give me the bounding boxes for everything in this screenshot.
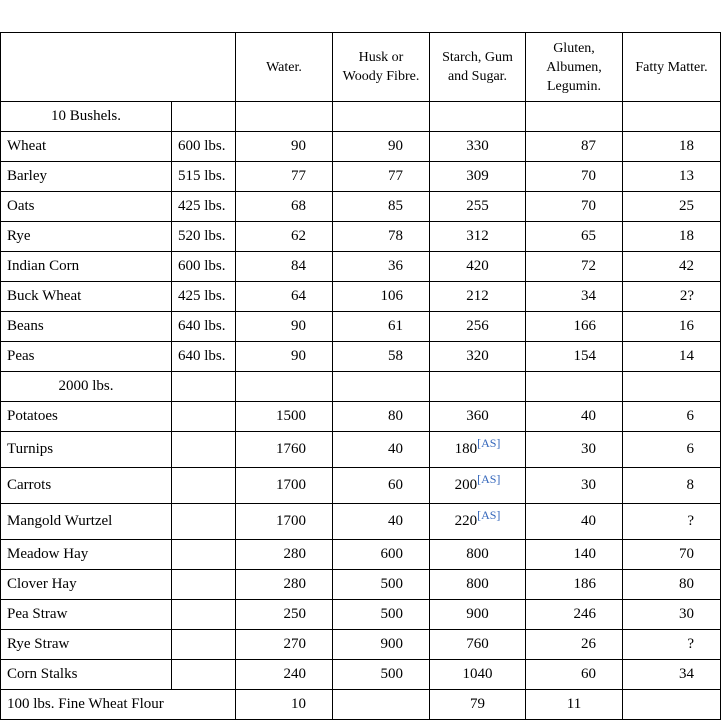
section-empty-cell — [623, 372, 721, 402]
table-row — [1, 540, 721, 570]
section-label: 10 Bushels. — [1, 102, 172, 132]
section-row — [1, 102, 721, 132]
fatty-value: 42 — [623, 252, 721, 282]
water-value: 10 — [236, 690, 333, 720]
table-row — [1, 660, 721, 690]
gluten-value: 70 — [526, 162, 623, 192]
food-weight: 600 lbs. — [172, 132, 236, 162]
food-name: Pea Straw — [1, 600, 172, 630]
gluten-value: 11 — [526, 690, 623, 720]
food-name: Oats — [1, 192, 172, 222]
table-row — [1, 192, 721, 222]
section-empty-cell — [430, 372, 526, 402]
husk-value: 36 — [333, 252, 430, 282]
food-name: 100 lbs. Fine Wheat Flour — [1, 690, 236, 720]
gluten-value: 26 — [526, 630, 623, 660]
starch-value: 320 — [430, 342, 526, 372]
gluten-value: 246 — [526, 600, 623, 630]
fatty-value: 18 — [623, 132, 721, 162]
section-empty-cell — [430, 102, 526, 132]
section-empty-cell — [172, 372, 236, 402]
section-empty-cell — [236, 102, 333, 132]
food-name: Carrots — [1, 468, 172, 504]
food-name: Wheat — [1, 132, 172, 162]
table-row — [1, 312, 721, 342]
food-weight-empty — [172, 504, 236, 540]
table-row — [1, 342, 721, 372]
water-value: 240 — [236, 660, 333, 690]
table-row — [1, 402, 721, 432]
fatty-value: 14 — [623, 342, 721, 372]
starch-number: 220 — [454, 513, 478, 529]
food-weight-empty — [172, 540, 236, 570]
water-value: 62 — [236, 222, 333, 252]
fatty-value: ? — [623, 504, 721, 540]
food-weight-empty — [172, 468, 236, 504]
food-name: Corn Stalks — [1, 660, 172, 690]
husk-value: 90 — [333, 132, 430, 162]
table-row — [1, 630, 721, 660]
husk-value: 900 — [333, 630, 430, 660]
starch-value — [430, 600, 526, 630]
section-row — [1, 372, 721, 402]
footnote-link[interactable]: [AS] — [477, 436, 501, 450]
section-empty-cell — [623, 102, 721, 132]
starch-number: 1040 — [462, 666, 493, 682]
water-value: 280 — [236, 540, 333, 570]
starch-value — [430, 432, 526, 468]
food-weight-empty — [172, 570, 236, 600]
gluten-value: 34 — [526, 282, 623, 312]
fatty-value: 18 — [623, 222, 721, 252]
gluten-value: 65 — [526, 222, 623, 252]
fatty-value: 2? — [623, 282, 721, 312]
fatty-value: 25 — [623, 192, 721, 222]
water-value: 1700 — [236, 468, 333, 504]
fatty-value: 30 — [623, 600, 721, 630]
table-row — [1, 252, 721, 282]
starch-value — [430, 630, 526, 660]
husk-value: 500 — [333, 570, 430, 600]
starch-number: 180 — [454, 441, 478, 457]
food-name: Turnips — [1, 432, 172, 468]
starch-value: 420 — [430, 252, 526, 282]
husk-value: 58 — [333, 342, 430, 372]
table-row — [1, 432, 721, 468]
starch-value: 255 — [430, 192, 526, 222]
water-value: 64 — [236, 282, 333, 312]
gluten-value: 186 — [526, 570, 623, 600]
water-value: 1700 — [236, 504, 333, 540]
header-water: Water. — [236, 33, 333, 102]
water-value: 77 — [236, 162, 333, 192]
starch-value — [430, 540, 526, 570]
header-row — [1, 33, 721, 102]
section-label: 2000 lbs. — [1, 372, 172, 402]
food-name: Meadow Hay — [1, 540, 172, 570]
food-weight: 640 lbs. — [172, 342, 236, 372]
starch-number: 900 — [466, 606, 489, 622]
gluten-value: 166 — [526, 312, 623, 342]
husk-value: 500 — [333, 660, 430, 690]
food-weight: 515 lbs. — [172, 162, 236, 192]
starch-value — [430, 660, 526, 690]
husk-value: 106 — [333, 282, 430, 312]
starch-value: 330 — [430, 132, 526, 162]
gluten-value: 87 — [526, 132, 623, 162]
gluten-value: 140 — [526, 540, 623, 570]
water-value: 1760 — [236, 432, 333, 468]
fatty-value: 13 — [623, 162, 721, 192]
husk-value: 78 — [333, 222, 430, 252]
starch-number: 200 — [454, 477, 478, 493]
fatty-value: 80 — [623, 570, 721, 600]
header-blank — [1, 33, 236, 102]
water-value: 250 — [236, 600, 333, 630]
food-weight: 425 lbs. — [172, 282, 236, 312]
water-value: 270 — [236, 630, 333, 660]
gluten-value: 40 — [526, 402, 623, 432]
food-name: Peas — [1, 342, 172, 372]
gluten-value: 154 — [526, 342, 623, 372]
gluten-value: 72 — [526, 252, 623, 282]
fatty-value: 70 — [623, 540, 721, 570]
water-value: 90 — [236, 132, 333, 162]
food-name: Buck Wheat — [1, 282, 172, 312]
section-empty-cell — [172, 102, 236, 132]
food-name: Indian Corn — [1, 252, 172, 282]
section-empty-cell — [236, 372, 333, 402]
husk-value: 80 — [333, 402, 430, 432]
starch-value: 212 — [430, 282, 526, 312]
header-husk: Husk or Woody Fibre. — [333, 33, 430, 102]
food-weight: 425 lbs. — [172, 192, 236, 222]
header-gluten: Gluten, Albumen, Legumin. — [526, 33, 623, 102]
husk-value — [333, 690, 430, 720]
header-fatty: Fatty Matter. — [623, 33, 721, 102]
water-value: 1500 — [236, 402, 333, 432]
husk-value: 77 — [333, 162, 430, 192]
starch-number: 760 — [466, 636, 489, 652]
food-name: Rye — [1, 222, 172, 252]
starch-value: 79 — [430, 690, 526, 720]
starch-value — [430, 570, 526, 600]
starch-value — [430, 504, 526, 540]
table-row — [1, 132, 721, 162]
starch-number: 360 — [466, 408, 489, 424]
fatty-value: 8 — [623, 468, 721, 504]
water-value: 84 — [236, 252, 333, 282]
food-weight-empty — [172, 402, 236, 432]
fatty-value: ? — [623, 630, 721, 660]
fatty-value: 16 — [623, 312, 721, 342]
food-weight-empty — [172, 630, 236, 660]
starch-value — [430, 402, 526, 432]
starch-number: 800 — [466, 546, 489, 562]
footnote-link[interactable]: [AS] — [477, 508, 501, 522]
footnote-link[interactable]: [AS] — [477, 472, 501, 486]
husk-value: 61 — [333, 312, 430, 342]
food-name: Rye Straw — [1, 630, 172, 660]
table-row — [1, 162, 721, 192]
table-row — [1, 504, 721, 540]
fatty-value: 6 — [623, 432, 721, 468]
water-value: 280 — [236, 570, 333, 600]
water-value: 68 — [236, 192, 333, 222]
food-name: Potatoes — [1, 402, 172, 432]
gluten-value: 30 — [526, 432, 623, 468]
husk-value: 600 — [333, 540, 430, 570]
starch-value: 256 — [430, 312, 526, 342]
table-row — [1, 282, 721, 312]
food-name: Mangold Wurtzel — [1, 504, 172, 540]
section-empty-cell — [526, 372, 623, 402]
header-starch: Starch, Gum and Sugar. — [430, 33, 526, 102]
section-empty-cell — [333, 102, 430, 132]
food-weight-empty — [172, 660, 236, 690]
starch-number: 800 — [466, 576, 489, 592]
starch-value — [430, 468, 526, 504]
husk-value: 500 — [333, 600, 430, 630]
table-row — [1, 222, 721, 252]
food-weight: 520 lbs. — [172, 222, 236, 252]
table-row — [1, 570, 721, 600]
fatty-value: 34 — [623, 660, 721, 690]
table-row — [1, 600, 721, 630]
section-empty-cell — [333, 372, 430, 402]
husk-value: 60 — [333, 468, 430, 504]
food-weight: 600 lbs. — [172, 252, 236, 282]
starch-value: 312 — [430, 222, 526, 252]
starch-value: 309 — [430, 162, 526, 192]
table-row — [1, 468, 721, 504]
gluten-value: 40 — [526, 504, 623, 540]
husk-value: 40 — [333, 432, 430, 468]
food-weight-empty — [172, 432, 236, 468]
gluten-value: 30 — [526, 468, 623, 504]
fatty-value: 6 — [623, 402, 721, 432]
water-value: 90 — [236, 342, 333, 372]
fatty-value — [623, 690, 721, 720]
food-weight-empty — [172, 600, 236, 630]
husk-value: 85 — [333, 192, 430, 222]
food-name: Clover Hay — [1, 570, 172, 600]
food-name: Beans — [1, 312, 172, 342]
water-value: 90 — [236, 312, 333, 342]
gluten-value: 70 — [526, 192, 623, 222]
husk-value: 40 — [333, 504, 430, 540]
section-empty-cell — [526, 102, 623, 132]
food-name: Barley — [1, 162, 172, 192]
gluten-value: 60 — [526, 660, 623, 690]
food-weight: 640 lbs. — [172, 312, 236, 342]
table-row — [1, 690, 721, 720]
composition-table — [0, 32, 721, 720]
